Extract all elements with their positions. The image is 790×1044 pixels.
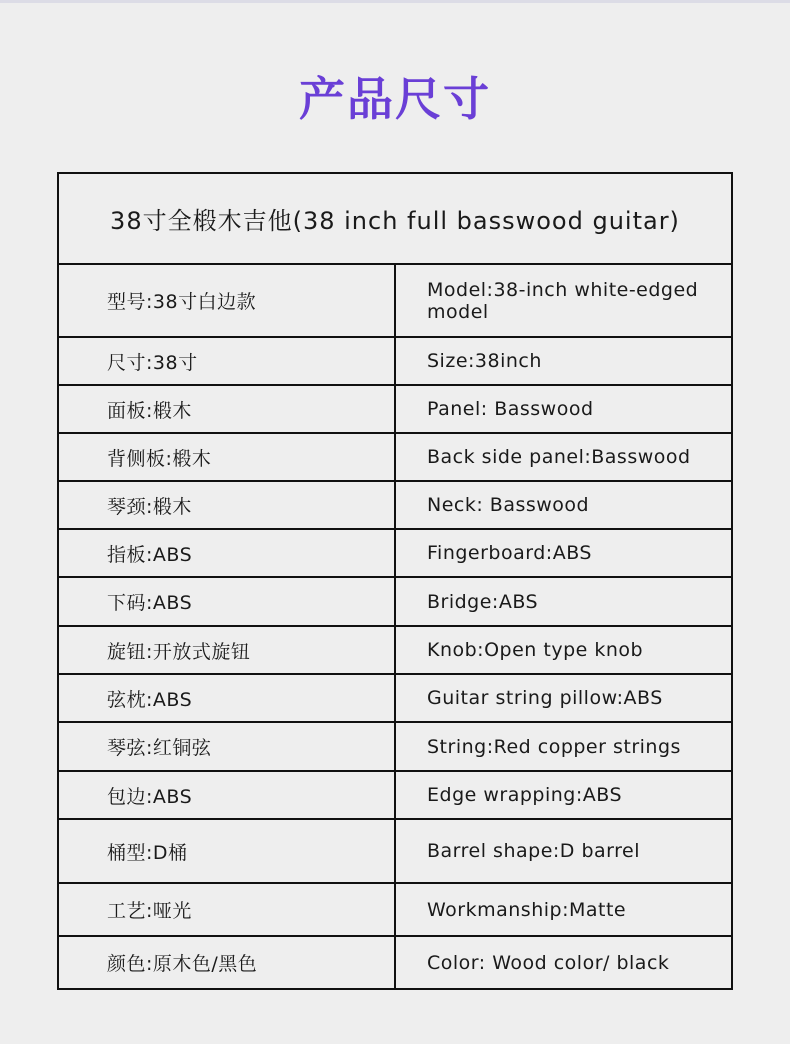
table-row [58,626,732,674]
spec-label-en: Size:38inch [395,337,732,385]
top-divider [0,0,790,3]
spec-label-en: Panel: Basswood [395,385,732,433]
table-row [58,674,732,722]
page-title: 产品尺寸 [299,72,491,126]
spec-label-cn: 指板:ABS [58,529,395,577]
spec-label-en: Workmanship:Matte [395,883,732,936]
table-row [58,385,732,433]
table-row [58,722,732,771]
table-row [58,264,732,337]
spec-table [57,172,733,990]
table-row [58,771,732,819]
table-row [58,337,732,385]
spec-label-en: Fingerboard:ABS [395,529,732,577]
spec-label-cn: 弦枕:ABS [58,674,395,722]
table-row [58,433,732,481]
table-row [58,481,732,529]
table-row [58,529,732,577]
spec-label-cn: 包边:ABS [58,771,395,819]
spec-label-cn: 琴颈:椴木 [58,481,395,529]
spec-label-cn: 型号:38寸白边款 [58,264,395,337]
spec-label-cn: 桶型:D桶 [58,819,395,883]
spec-label-cn: 颜色:原木色/黑色 [58,936,395,989]
spec-label-en: Barrel shape:D barrel [395,819,732,883]
table-header: 38寸全椴木吉他(38 inch full basswood guitar) [58,173,732,264]
table-header-row [58,173,732,264]
spec-label-en: Back side panel:Basswood [395,433,732,481]
spec-label-cn: 背侧板:椴木 [58,433,395,481]
spec-label-cn: 工艺:哑光 [58,883,395,936]
spec-label-cn: 面板:椴木 [58,385,395,433]
spec-label-cn: 琴弦:红铜弦 [58,722,395,771]
table-row [58,819,732,883]
table-row [58,936,732,989]
spec-label-en: Guitar string pillow:ABS [395,674,732,722]
table-row [58,883,732,936]
spec-label-cn: 下码:ABS [58,577,395,626]
spec-label-cn: 旋钮:开放式旋钮 [58,626,395,674]
spec-label-en: Bridge:ABS [395,577,732,626]
spec-label-en: Model:38-inch white-edged model [395,264,732,337]
spec-label-en: Color: Wood color/ black [395,936,732,989]
table-row [58,577,732,626]
spec-label-cn: 尺寸:38寸 [58,337,395,385]
spec-label-en: Edge wrapping:ABS [395,771,732,819]
spec-label-en: String:Red copper strings [395,722,732,771]
spec-label-en: Knob:Open type knob [395,626,732,674]
spec-label-en: Neck: Basswood [395,481,732,529]
